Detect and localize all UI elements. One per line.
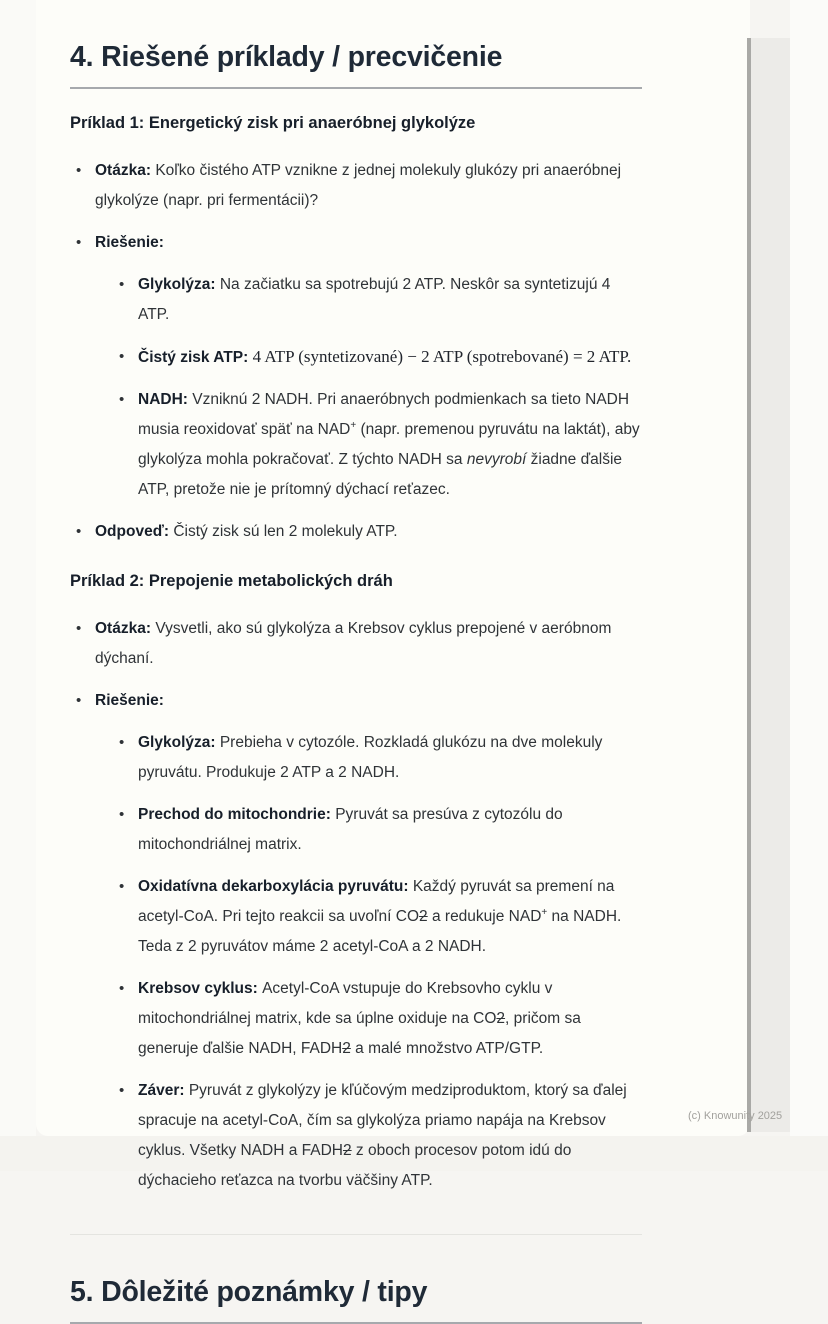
bullet-icon — [119, 342, 124, 372]
solution-sublist — [95, 270, 642, 505]
glycolysis-text: Glykolýza: Na začiatku sa spotrebujú 2 ATP. Neskôr sa syntetizujú 4 ATP. — [138, 276, 611, 323]
bullet-icon — [76, 156, 81, 186]
section-4-rule — [70, 87, 642, 89]
list-item-answer — [76, 517, 642, 547]
bullet-icon — [119, 385, 124, 415]
list-item-solution — [76, 228, 642, 505]
net-atp-text: Čistý zisk ATP: 4 ATP (syntetizované) − 2 ATP (spotrebované) = 2 ATP. — [138, 347, 632, 366]
list-item-question — [76, 614, 642, 674]
example-1-heading: Príklad 1: Energetický zisk pri anaeróbnej glykolýze — [70, 114, 476, 132]
bullet-icon — [119, 974, 124, 1004]
section-5-heading: 5. Dôležité poznámky / tipy — [70, 1276, 428, 1308]
section-4-heading: 4. Riešené príklady / precvičenie — [70, 41, 503, 73]
section-divider — [70, 1234, 642, 1235]
bullet-icon — [119, 800, 124, 830]
solution-label: Riešenie: — [95, 234, 164, 251]
bullet-icon — [76, 517, 81, 547]
list-item-solution — [76, 686, 642, 1196]
list-item-net-atp — [119, 342, 642, 373]
bullet-icon — [76, 686, 81, 716]
solution-label: Riešenie: — [95, 692, 164, 709]
scrollbar-thumb[interactable] — [747, 38, 751, 1132]
example-1-list — [70, 156, 642, 547]
nadh-text: NADH: Vzniknú 2 NADH. Pri anaeróbnych podmienkach sa tieto NADH musia reoxidovať späť na NAD+ (napr. premenou pyruvátu na laktát), aby glykolýza mohla pokračovať. Z týchto NADH sa nevyrobí žiadne ďalšie ATP, pretože nie je prítomný dýchací reťazec. — [138, 391, 640, 498]
scrollbar-track[interactable] — [751, 38, 790, 1132]
transition-text: Prechod do mitochondrie: Pyruvát sa presúva z cytozólu do mitochondriálnej matrix. — [138, 806, 563, 853]
question-text: Otázka: Vysvetli, ako sú glykolýza a Krebsov cyklus prepojené v aeróbnom dýchaní. — [95, 620, 612, 667]
bullet-icon — [119, 872, 124, 902]
conclusion-text: Záver: Pyruvát z glykolýzy je kľúčovým medziproduktom, ktorý sa ďalej spracuje na acetyl-CoA, čím sa glykolýza priamo napája na Krebsov cyklus. Všetky NADH a FADH2 z oboch procesov potom idú do dýchacieho reťazca na tvorbu väčšiny ATP. — [138, 1082, 627, 1189]
glycolysis-text: Glykolýza: Prebieha v cytozóle. Rozkladá glukózu na dve molekuly pyruvátu. Produkuje 2 ATP a 2 NADH. — [138, 734, 603, 781]
bullet-icon — [76, 228, 81, 258]
bullet-icon — [119, 1076, 124, 1106]
document-content — [70, 40, 642, 1324]
left-gutter — [0, 0, 36, 1136]
question-text: Otázka: Koľko čistého ATP vznikne z jednej molekuly glukózy pri anaeróbnej glykolýze (napr. pri fermentácii)? — [95, 162, 622, 209]
list-item-transition — [119, 800, 642, 860]
list-item-glycolysis — [119, 270, 642, 330]
list-item-nadh — [119, 385, 642, 505]
answer-text: Odpoveď: Čistý zisk sú len 2 molekuly ATP. — [95, 523, 398, 540]
example-2-heading: Príklad 2: Prepojenie metabolických dráh — [70, 572, 393, 590]
solution-sublist — [95, 728, 642, 1196]
list-item-glycolysis — [119, 728, 642, 788]
decarboxylation-text: Oxidatívna dekarboxylácia pyruvátu: Každý pyruvát sa premení na acetyl-CoA. Pri tejto reakcii sa uvoľní CO2 a redukuje NAD+ na NADH. Teda z 2 pyruvátov máme 2 acetyl-CoA a 2 NADH. — [138, 878, 622, 955]
right-gutter — [790, 0, 828, 1136]
list-item-krebs — [119, 974, 642, 1064]
bullet-icon — [76, 614, 81, 644]
list-item-conclusion — [119, 1076, 642, 1196]
list-item-decarboxylation — [119, 872, 642, 962]
bullet-icon — [119, 728, 124, 758]
list-item-question — [76, 156, 642, 216]
bullet-icon — [119, 270, 124, 300]
krebs-text: Krebsov cyklus: Acetyl-CoA vstupuje do Krebsovho cyklu v mitochondriálnej matrix, kde sa úplne oxiduje na CO2, pričom sa generuje ďalšie NADH, FADH2 a malé množstvo ATP/GTP. — [138, 980, 581, 1057]
example-2-list — [70, 614, 642, 1196]
copyright-watermark: (c) Knowunity 2025 — [688, 1110, 783, 1122]
